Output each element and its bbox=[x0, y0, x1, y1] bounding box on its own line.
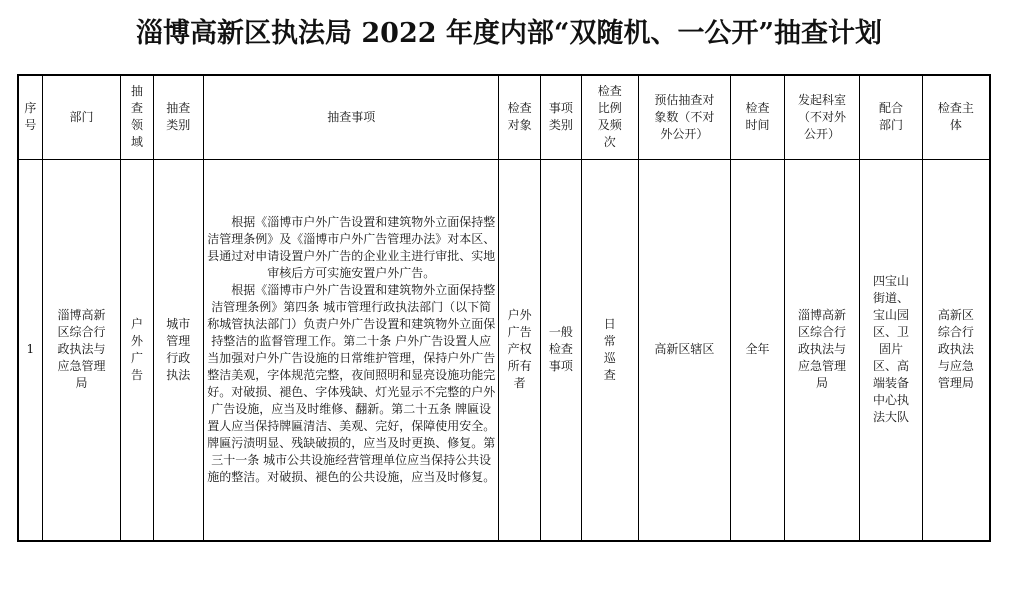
cell-matters bbox=[203, 159, 498, 541]
header-category: 抽查类别 bbox=[153, 75, 203, 159]
cell-item-type: 一般检查事项 bbox=[540, 159, 581, 541]
table-header-row bbox=[18, 75, 990, 159]
table-row bbox=[18, 159, 990, 541]
cell-subject: 高新区综合行政执法与应急管理局 bbox=[922, 159, 990, 541]
header-cooperator: 配合部门 bbox=[860, 75, 923, 159]
header-estimated-count: 预估抽查对象数（不对外公开） bbox=[638, 75, 731, 159]
cell-initiator: 淄博高新区综合行政执法与应急管理局 bbox=[784, 159, 860, 541]
header-field: 抽查领域 bbox=[121, 75, 153, 159]
cell-field: 户外广告 bbox=[121, 159, 153, 541]
header-seq: 序号 bbox=[18, 75, 42, 159]
header-ratio: 检查比例及频次 bbox=[582, 75, 638, 159]
header-object: 检查对象 bbox=[499, 75, 540, 159]
cell-ratio: 日常巡查 bbox=[582, 159, 638, 541]
cell-time: 全年 bbox=[731, 159, 784, 541]
cell-cooperator: 四宝山街道、宝山园区、卫固片区、高端装备中心执法大队 bbox=[860, 159, 923, 541]
header-subject: 检查主体 bbox=[922, 75, 990, 159]
cell-object: 户外广告产权所有者 bbox=[499, 159, 540, 541]
header-dept: 部门 bbox=[42, 75, 121, 159]
header-initiator: 发起科室（不对外公开） bbox=[784, 75, 860, 159]
header-time: 检查时间 bbox=[731, 75, 784, 159]
cell-seq: 1 bbox=[18, 159, 42, 541]
matters-paragraph: 根据《淄博市户外广告设置和建筑物外立面保持整洁管理条例》第四条 城市管理行政执法部门（以下简称城管执法部门）负责户外广告设置和建筑物外立面保持整洁的监督管理工作。第二十条 户外广告设置人应当加强对户外广告设施的日常维护管理，保持户外广告整洁美观，字体规范完整，夜间照明和显亮设施功能完好。对破损、褪色、字体残缺、灯光显示不完整的户外广告设施，应当及时维修、翻新。第二十五条 牌匾设置人应当保持牌匾清洁、美观、完好，保障使用安全。牌匾污渍明显、残缺破损的，应当及时更换、修复。第三十一条 城市公共设施经营管理单位应当保持公共设施的整洁。对破损、褪色的公共设施，应当及时修复。 bbox=[207, 282, 496, 484]
cell-estimated-count: 高新区辖区 bbox=[638, 159, 731, 541]
matters-paragraph: 根据《淄博市户外广告设置和建筑物外立面保持整洁管理条例》及《淄博市户外广告管理办法》对本区、县通过对申请设置户外广告的企业业主进行审批、实地审核后方可实施安置户外广告。 bbox=[207, 214, 496, 280]
cell-category: 城市管理行政执法 bbox=[153, 159, 203, 541]
header-matters: 抽查事项 bbox=[203, 75, 498, 159]
page-title: 淄博高新区执法局 2022 年度内部“双随机、一公开”抽查计划 bbox=[135, 18, 882, 49]
inspection-plan-table bbox=[17, 74, 991, 542]
cell-dept: 淄博高新区综合行政执法与应急管理局 bbox=[42, 159, 121, 541]
header-item-type: 事项类别 bbox=[540, 75, 581, 159]
